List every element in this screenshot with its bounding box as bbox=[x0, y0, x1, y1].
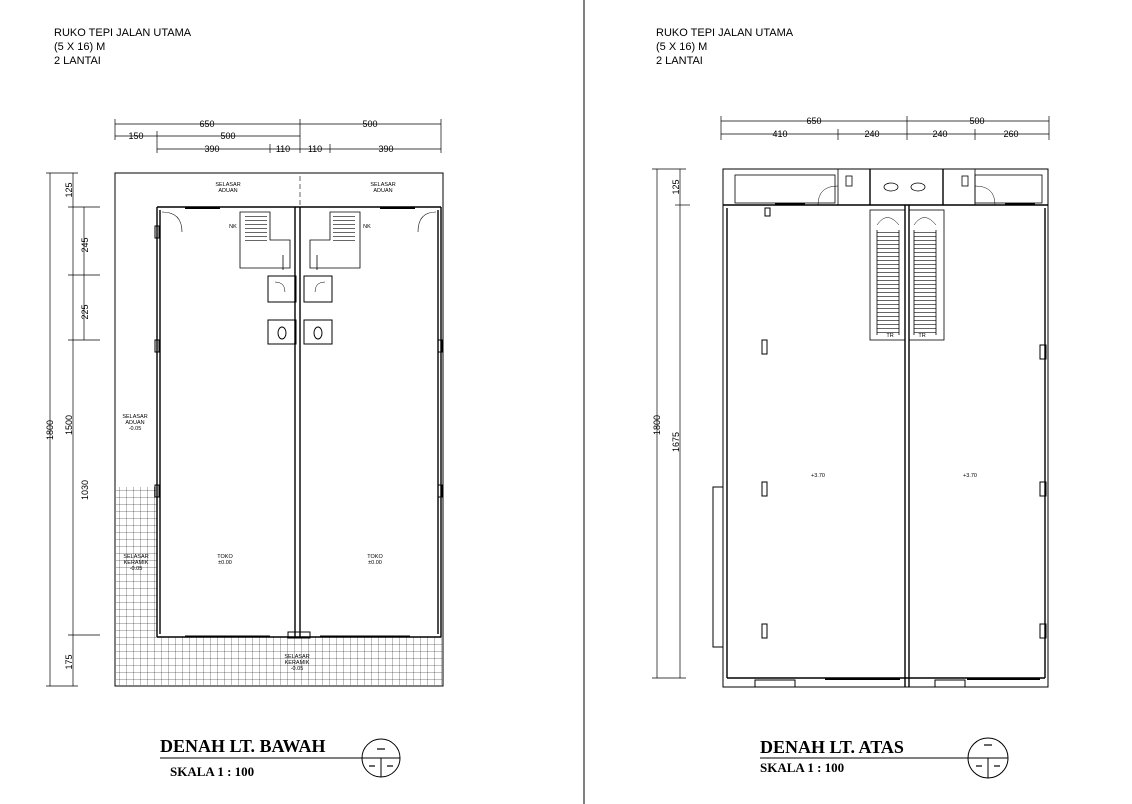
right-title: DENAH LT. ATAS bbox=[760, 737, 904, 757]
label-nk-left: NK bbox=[229, 224, 237, 230]
label-selasar-left: SELASAR ADUAN bbox=[215, 182, 241, 194]
left-dim-1800: 1800 bbox=[45, 419, 55, 441]
left-dim-1500: 1500 bbox=[64, 414, 74, 436]
right-dim-1675: 1675 bbox=[671, 431, 681, 453]
right-header-line-3: 2 LANTAI bbox=[656, 55, 703, 67]
right-room-labels bbox=[811, 333, 977, 479]
right-dim-240a: 240 bbox=[864, 129, 880, 139]
right-dim-410: 410 bbox=[772, 129, 788, 139]
right-dim-125: 125 bbox=[671, 179, 681, 195]
left-side-paving bbox=[116, 487, 157, 685]
left-dim-500b: 500 bbox=[220, 131, 236, 141]
left-title: DENAH LT. BAWAH bbox=[160, 736, 326, 756]
label-side-selasar: SELASAR ADUAN -0.05 bbox=[122, 414, 148, 432]
left-building-walls bbox=[157, 176, 441, 637]
right-dim-1800: 1800 bbox=[652, 414, 662, 436]
left-wall-stubs bbox=[155, 226, 442, 638]
right-top-dimensions bbox=[721, 116, 1049, 140]
left-dim-650: 650 bbox=[199, 119, 215, 129]
left-dim-110a: 110 bbox=[275, 144, 291, 154]
right-floor-plan bbox=[652, 116, 1049, 687]
label-tr-right: TR bbox=[918, 333, 926, 339]
right-stairs bbox=[870, 210, 944, 340]
label-nk-right: NK bbox=[363, 224, 371, 230]
label-room-left: +3.70 bbox=[811, 473, 825, 479]
left-header-line-2: (5 X 16) M bbox=[54, 41, 106, 53]
right-dim-260: 260 bbox=[1003, 129, 1019, 139]
left-dimension-texts bbox=[45, 119, 394, 670]
left-dim-150: 150 bbox=[128, 131, 144, 141]
right-dim-240b: 240 bbox=[932, 129, 948, 139]
right-scale: SKALA 1 : 100 bbox=[760, 760, 845, 775]
left-door-arc-1 bbox=[162, 212, 182, 232]
left-dim-245: 245 bbox=[80, 237, 90, 253]
label-room-right: +3.70 bbox=[963, 473, 977, 479]
right-toilets bbox=[818, 176, 995, 205]
right-dim-500: 500 bbox=[969, 116, 985, 126]
left-dim-110b: 110 bbox=[307, 144, 323, 154]
right-dimension-texts bbox=[652, 116, 1019, 452]
left-scale: SKALA 1 : 100 bbox=[170, 764, 255, 779]
label-toko-left: TOKO ±0.00 bbox=[217, 554, 233, 566]
left-site-boundary bbox=[115, 173, 443, 686]
left-dim-175: 175 bbox=[64, 654, 74, 670]
left-dim-225: 225 bbox=[80, 304, 90, 320]
left-dim-500: 500 bbox=[362, 119, 378, 129]
left-header-line-1: RUKO TEPI JALAN UTAMA bbox=[54, 27, 192, 39]
right-title-block bbox=[760, 737, 1008, 778]
left-dim-390b: 390 bbox=[378, 144, 394, 154]
left-floor-plan bbox=[46, 119, 443, 686]
right-openings bbox=[775, 204, 1040, 679]
right-header-line-2: (5 X 16) M bbox=[656, 41, 708, 53]
right-dim-650: 650 bbox=[806, 116, 822, 126]
label-side-keramik: SELASAR KERAMIK -0.05 bbox=[123, 554, 149, 572]
left-dim-1030: 1030 bbox=[80, 479, 90, 501]
label-selasar-right: SELASAR ADUAN bbox=[370, 182, 396, 194]
left-title-block bbox=[160, 736, 400, 779]
left-door-arc-2 bbox=[418, 212, 436, 232]
left-dim-125: 125 bbox=[64, 182, 74, 198]
left-dim-390a: 390 bbox=[204, 144, 220, 154]
left-header-line-3: 2 LANTAI bbox=[54, 55, 101, 67]
label-toko-right: TOKO ±0.00 bbox=[367, 554, 383, 566]
label-tr-left: TR bbox=[886, 333, 894, 339]
right-header-line-1: RUKO TEPI JALAN UTAMA bbox=[656, 27, 794, 39]
left-room-labels bbox=[122, 182, 395, 672]
label-front-keramik: SELASAR KERAMIK -0.05 bbox=[284, 654, 310, 672]
